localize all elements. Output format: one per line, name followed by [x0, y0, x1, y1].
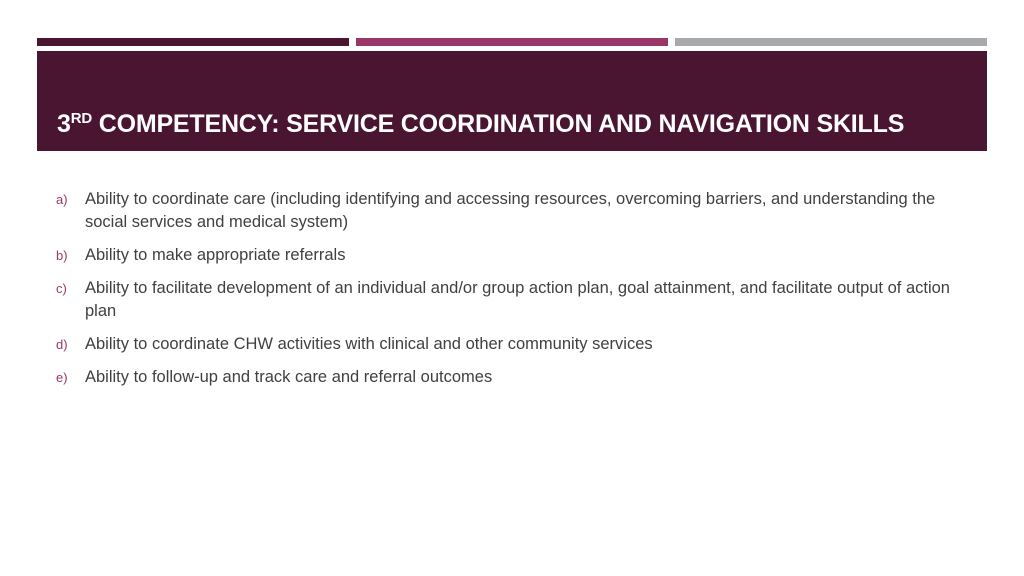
accent-bar-gray — [675, 38, 987, 46]
accent-bar-magenta — [356, 38, 668, 46]
list-marker: e) — [56, 370, 68, 385]
list-item — [56, 333, 956, 356]
slide-title — [57, 112, 904, 137]
list-item — [56, 188, 956, 234]
list-marker: d) — [56, 337, 68, 352]
list-item-text: Ability to coordinate CHW activities with clinical and other community services — [85, 335, 653, 353]
list-item — [56, 277, 956, 323]
list-marker: a) — [56, 192, 68, 207]
list-marker: b) — [56, 248, 68, 263]
accent-bar-dark — [37, 38, 349, 46]
list-item-text: Ability to coordinate care (including identifying and accessing resources, overcoming barriers, and understanding the social services and medical system) — [85, 190, 936, 231]
list-item-text: Ability to facilitate development of an individual and/or group action plan, goal attainment, and facilitate output of action plan — [85, 279, 950, 320]
list-marker: c) — [56, 281, 67, 296]
title-band — [37, 51, 987, 151]
competency-list — [56, 188, 956, 399]
title-text: COMPETENCY: SERVICE COORDINATION AND NAVIGATION SKILLS — [91, 110, 905, 138]
title-superscript: RD — [70, 110, 92, 127]
list-item-text: Ability to make appropriate referrals — [85, 246, 346, 264]
list-item-text: Ability to follow-up and track care and referral outcomes — [85, 368, 493, 386]
title-prefix: 3 — [57, 110, 71, 138]
list-item — [56, 244, 956, 267]
list-item — [56, 366, 956, 389]
